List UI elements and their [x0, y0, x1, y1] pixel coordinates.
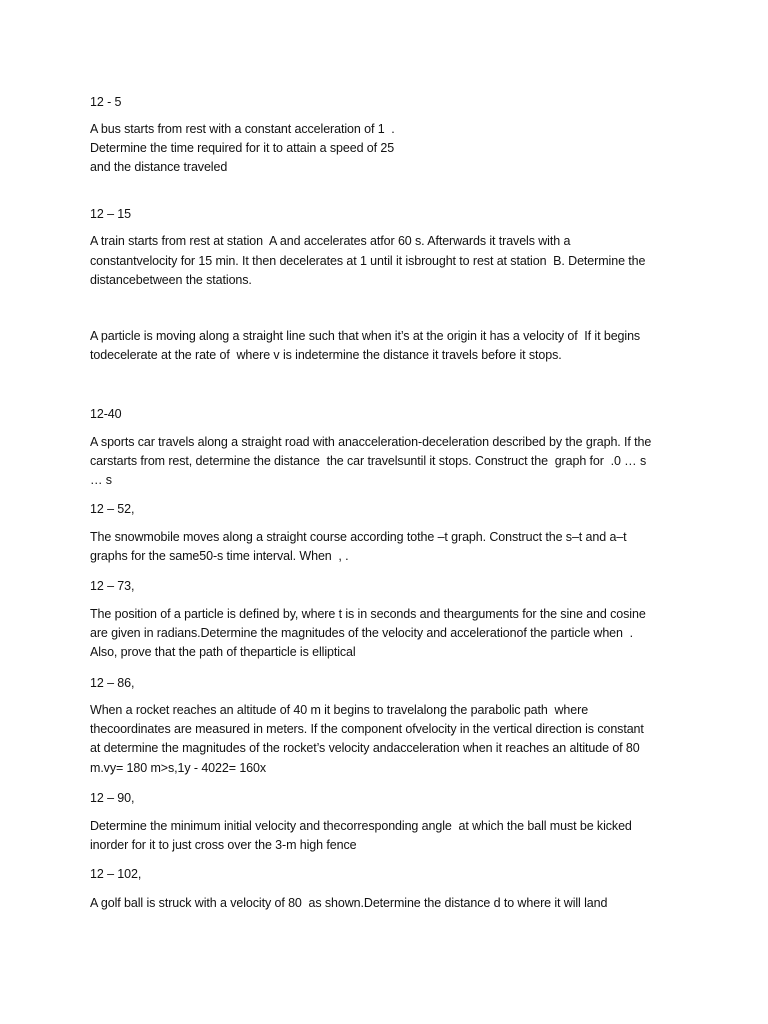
problem-number: 12 – 86,	[90, 676, 135, 690]
problem-text-line: carstarts from rest, determine the distance the car travelsuntil it stops. Construct the graph for .0 … s	[90, 454, 647, 468]
problem-text-line: todecelerate at the rate of where v is indetermine the distance it travels before it stops.	[90, 348, 562, 362]
problem-number: 12 – 73,	[90, 579, 135, 593]
problem-text-line: graphs for the same50-s time interval. When , .	[90, 549, 349, 563]
problem-text-line: constantvelocity for 15 min. It then decelerates at 1 until it isbrought to rest at station B. Determine the	[90, 254, 646, 268]
problem-text-line: When a rocket reaches an altitude of 40 m it begins to travelalong the parabolic path where	[90, 703, 589, 717]
problem-text-line: A sports car travels along a straight road with anacceleration-deceleration described by the graph. If the	[90, 435, 652, 449]
problem-text-line: A particle is moving along a straight line such that when it’s at the origin it has a velocity of If it begins	[90, 329, 641, 343]
problem-text-line: are given in radians.Determine the magnitudes of the velocity and accelerationof the particle when .	[90, 626, 633, 640]
problem-text-line: m.vy= 180 m>s,1y - 4022= 160x	[90, 761, 267, 775]
problem-text-line: inorder for it to just cross over the 3-m high fence	[90, 838, 357, 852]
problem-text-line: thecoordinates are measured in meters. If the component ofvelocity in the vertical direction is constant	[90, 722, 644, 736]
problem-text-line: Also, prove that the path of theparticle is elliptical	[90, 645, 356, 659]
problem-text-line: and the distance traveled	[90, 160, 228, 174]
problem-text-line: Determine the minimum initial velocity and thecorresponding angle at which the ball must be kicked	[90, 819, 632, 833]
problem-number: 12 – 52,	[90, 502, 135, 516]
problem-number: 12 – 90,	[90, 791, 135, 805]
problem-text-line: distancebetween the stations.	[90, 273, 252, 287]
problem-number: 12 – 102,	[90, 867, 142, 881]
problem-text-line: The snowmobile moves along a straight course according tothe –t graph. Construct the s–t and a–t	[90, 530, 627, 544]
problem-text-line: at determine the magnitudes of the rocket’s velocity andacceleration when it reaches an altitude of 80	[90, 741, 640, 755]
problem-text-line: Determine the time required for it to attain a speed of 25	[90, 141, 395, 155]
problem-text-line: A bus starts from rest with a constant acceleration of 1 .	[90, 122, 395, 136]
problem-text-line: … s	[90, 473, 112, 487]
problem-text-line: A golf ball is struck with a velocity of 80 as shown.Determine the distance d to where it will land	[90, 896, 608, 910]
problem-number: 12-40	[90, 407, 122, 421]
problem-text-line: The position of a particle is defined by, where t is in seconds and thearguments for the sine and cosine	[90, 607, 646, 621]
problem-text-line: A train starts from rest at station A and accelerates atfor 60 s. Afterwards it travels with a	[90, 234, 571, 248]
problem-number: 12 - 5	[90, 95, 122, 109]
problem-number: 12 – 15	[90, 207, 132, 221]
